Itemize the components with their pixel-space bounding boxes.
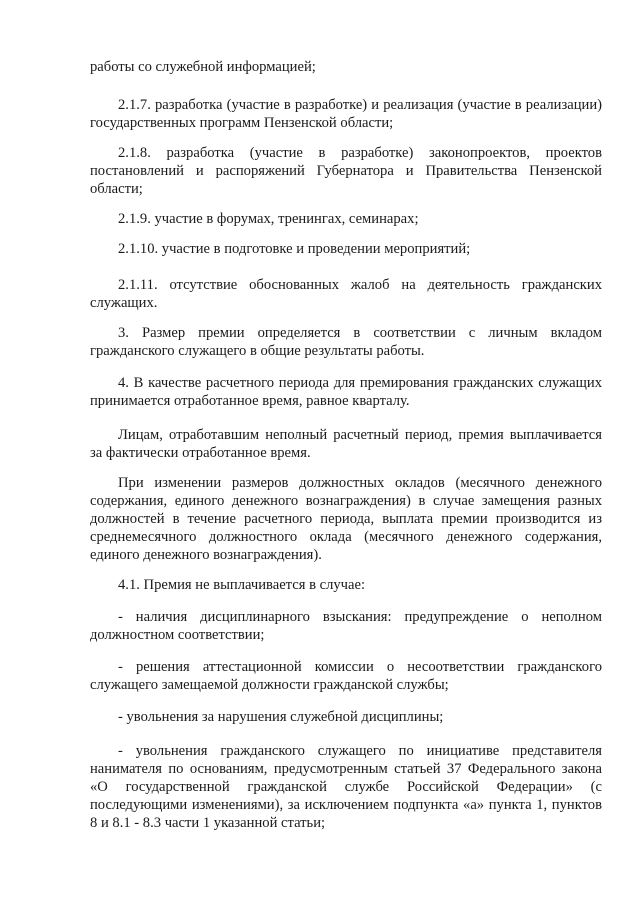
paragraph-2-1-9: 2.1.9. участие в форумах, тренингах, семинарах;	[118, 211, 419, 227]
list-item-dismissal-initiative: - увольнения гражданского служащего по инициативе представителя нанимателя по основаниям, предусмотренным статьей 37 Федерального закона «О государственной гражданской службе Российской Федерации» (с последующими изменениями), за исключением подпункта «а» пункта 1, пунктов 8 и 8.1 - 8.3 части 1 указанной статьи;	[90, 743, 602, 831]
list-item-disciplinary-penalty: - наличия дисциплинарного взыскания: предупреждение о неполном должностном соответствии;	[90, 609, 602, 643]
paragraph-continuation: работы со служебной информацией;	[90, 59, 316, 75]
paragraph-3: 3. Размер премии определяется в соответствии с личным вкладом гражданского служащего в общие результаты работы.	[90, 325, 602, 359]
paragraph-4-partial-period: Лицам, отработавшим неполный расчетный период, премия выплачивается за фактически отработанное время.	[90, 427, 602, 461]
list-item-attestation-decision: - решения аттестационной комиссии о несоответствии гражданского служащего замещаемой должности гражданской службы;	[90, 659, 602, 693]
list-item-dismissal-discipline: - увольнения за нарушения служебной дисциплины;	[118, 709, 444, 725]
paragraph-2-1-7: 2.1.7. разработка (участие в разработке) и реализация (участие в реализации) государственных программ Пензенской области;	[90, 97, 602, 131]
paragraph-2-1-11: 2.1.11. отсутствие обоснованных жалоб на деятельность гражданских служащих.	[90, 277, 602, 311]
paragraph-2-1-8: 2.1.8. разработка (участие в разработке) законопроектов, проектов постановлений и распоряжений Губернатора и Правительства Пензенской области;	[90, 145, 602, 197]
paragraph-2-1-10: 2.1.10. участие в подготовке и проведении мероприятий;	[118, 241, 471, 257]
paragraph-4-1: 4.1. Премия не выплачивается в случае:	[118, 577, 366, 593]
paragraph-4: 4. В качестве расчетного периода для премирования гражданских служащих принимается отработанное время, равное кварталу.	[90, 375, 602, 409]
paragraph-4-salary-change: При изменении размеров должностных окладов (месячного денежного содержания, единого денежного вознаграждения) в случае замещения разных должностей в течение расчетного периода, выплата премии производится из среднемесячного должностного оклада (месячного денежного содержания, единого денежного вознаграждения).	[90, 475, 602, 563]
